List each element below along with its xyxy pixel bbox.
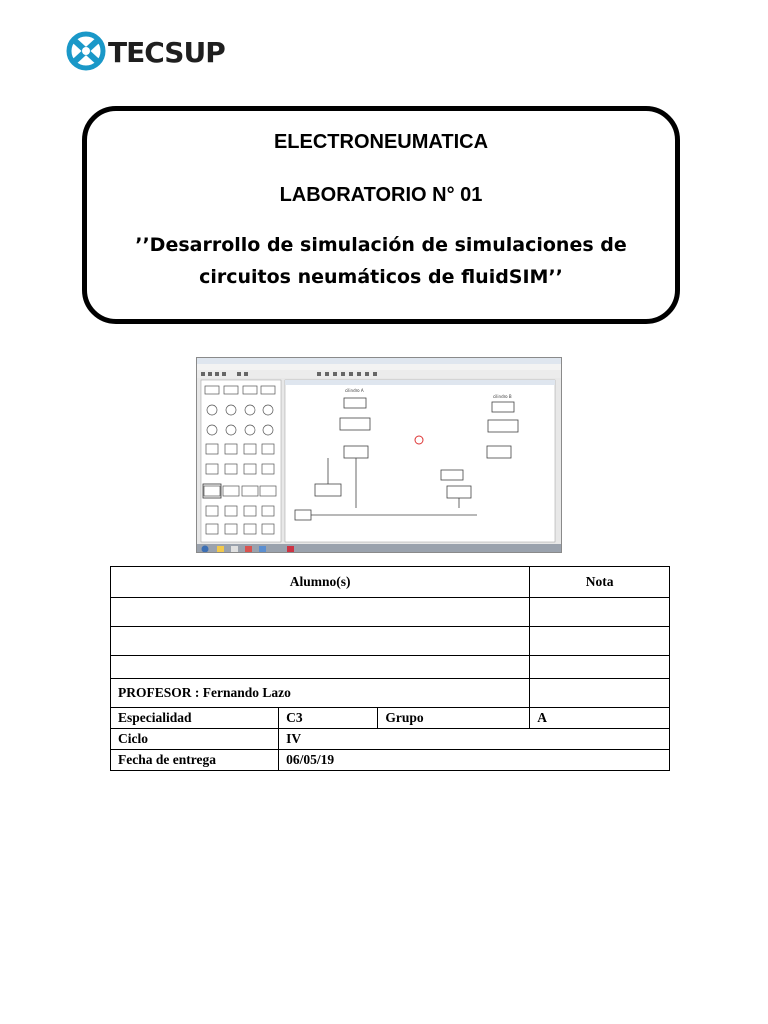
title-box — [82, 106, 680, 324]
table-row — [111, 627, 670, 656]
delivery-value: 06/05/19 — [279, 750, 670, 771]
specialty-label: Especialidad — [111, 708, 279, 729]
grade-cell — [530, 598, 670, 627]
cylinder-a-label: cilindro A — [345, 388, 364, 393]
table-row — [111, 656, 670, 679]
specialty-value: C3 — [279, 708, 378, 729]
table-row — [111, 598, 670, 627]
grade-header: Nota — [530, 567, 670, 598]
student-name-cell — [111, 627, 530, 656]
cycle-row — [111, 729, 670, 750]
student-info-table — [110, 566, 670, 771]
lab-number: LABORATORIO N° 01 — [279, 184, 483, 206]
grade-cell — [530, 627, 670, 656]
tecsup-logo — [64, 28, 244, 74]
group-label: Grupo — [378, 708, 530, 729]
specialty-row — [111, 708, 670, 729]
lab-subtitle: ’’Desarrollo de simulación de simulaciones de circuitos neumáticos de fluidSIM’’ — [135, 234, 627, 288]
cylinder-b-label: cilindro B — [493, 394, 512, 399]
students-header: Alumno(s) — [111, 567, 530, 598]
cycle-value: IV — [279, 729, 670, 750]
fluidsim-screenshot — [196, 357, 562, 553]
svg-text:TECSUP: TECSUP — [108, 36, 225, 69]
grade-cell — [530, 656, 670, 679]
group-value: A — [530, 708, 670, 729]
cycle-label: Ciclo — [111, 729, 279, 750]
student-name-cell — [111, 598, 530, 627]
professor-cell: PROFESOR : Fernando Lazo — [111, 679, 530, 708]
student-name-cell — [111, 656, 530, 679]
delivery-row — [111, 750, 670, 771]
professor-row — [111, 679, 670, 708]
professor-grade-cell — [530, 679, 670, 708]
tecsup-emblem-icon — [69, 34, 103, 68]
table-header-row — [111, 567, 670, 598]
delivery-label: Fecha de entrega — [111, 750, 279, 771]
course-title: ELECTRONEUMATICA — [273, 131, 489, 153]
